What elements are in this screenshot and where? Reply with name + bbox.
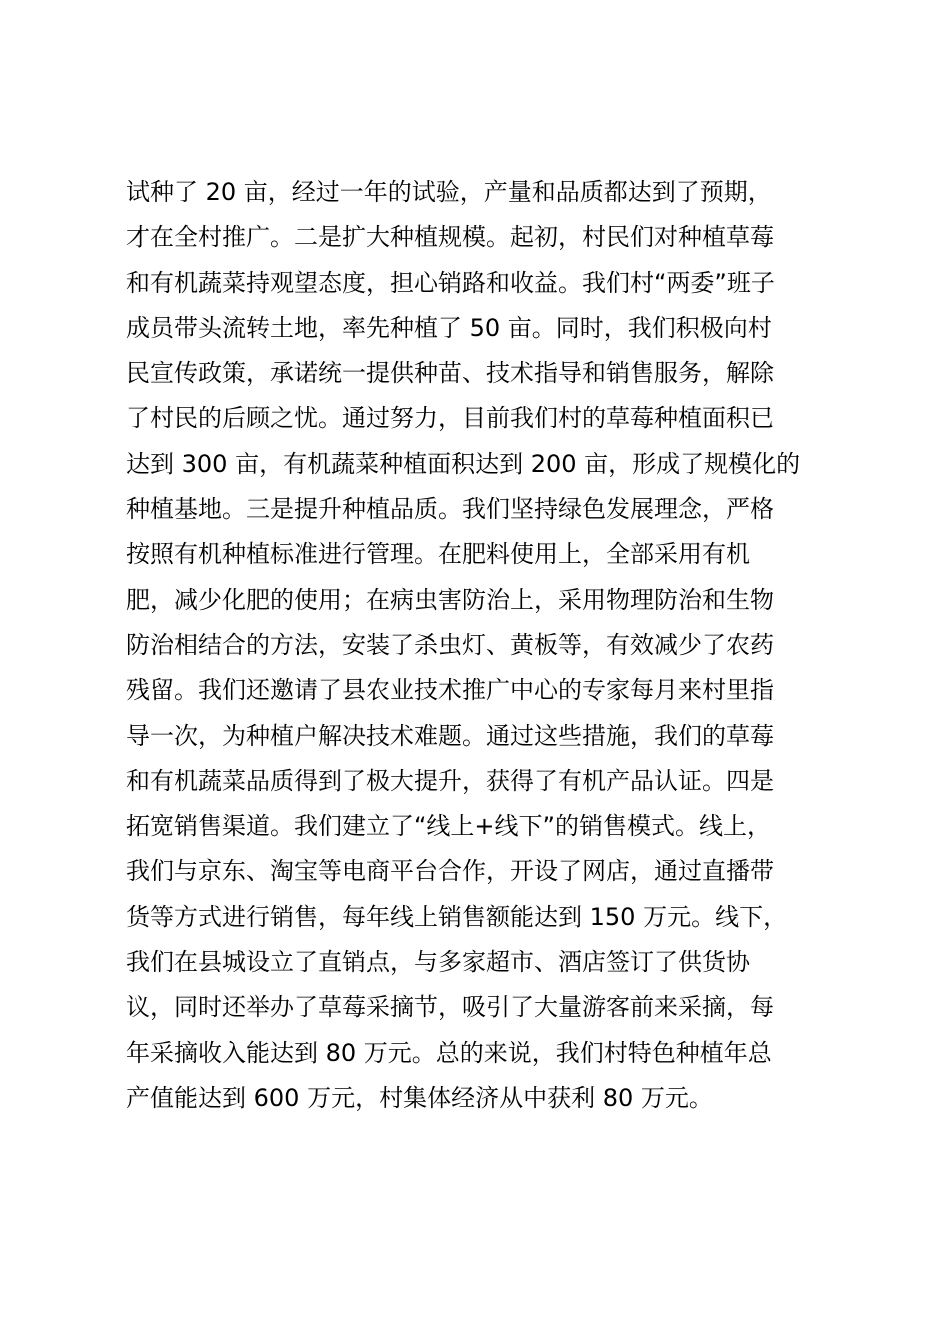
text-line: 民宣传政策，承诺统一提供种苗、技术指导和销售服务，解除 [126,359,774,388]
text-line: 产值能达到 600 万元，村集体经济从中获利 80 万元。 [126,1083,713,1112]
text-line: 年采摘收入能达到 80 万元。总的来说，我们村特色种植年总 [126,1038,772,1067]
text-line: 肥，减少化肥的使用；在病虫害防治上，采用物理防治和生物 [126,585,774,614]
text-line: 达到 300 亩，有机蔬菜种植面积达到 200 亩，形成了规模化的 [126,449,801,478]
text-line: 了村民的后顾之忧。通过努力，目前我们村的草莓种植面积已 [126,404,774,433]
text-line: 导一次，为种植户解决技术难题。通过这些措施，我们的草莓 [126,721,774,750]
text-line: 按照有机种植标准进行管理。在肥料使用上，全部采用有机 [126,540,750,569]
text-line: 我们在县城设立了直销点，与多家超市、酒店签订了供货协 [126,948,750,977]
text-line: 议，同时还举办了草莓采摘节，吸引了大量游客前来采摘，每 [126,993,774,1022]
text-line: 拓宽销售渠道。我们建立了“线上+线下”的销售模式。线上， [126,812,771,841]
text-line: 成员带头流转土地，率先种植了 50 亩。同时，我们积极向村 [126,313,772,342]
text-line: 和有机蔬菜持观望态度，担心销路和收益。我们村“两委”班子 [126,268,775,297]
text-line: 防治相结合的方法，安装了杀虫灯、黄板等，有效减少了农药 [126,630,774,659]
text-line: 和有机蔬菜品质得到了极大提升，获得了有机产品认证。四是 [126,766,774,795]
text-line: 种植基地。三是提升种植品质。我们坚持绿色发展理念，严格 [126,495,774,524]
text-line: 残留。我们还邀请了县农业技术推广中心的专家每月来村里指 [126,676,774,705]
text-line: 货等方式进行销售，每年线上销售额能达到 150 万元。线下， [126,902,788,931]
text-line: 试种了 20 亩，经过一年的试验，产量和品质都达到了预期， [126,178,772,206]
body-paragraph [126,170,846,1121]
text-line: 才在全村推广。二是扩大种植规模。起初，村民们对种植草莓 [126,223,774,252]
text-line: 我们与京东、淘宝等电商平台合作，开设了网店，通过直播带 [126,857,774,886]
